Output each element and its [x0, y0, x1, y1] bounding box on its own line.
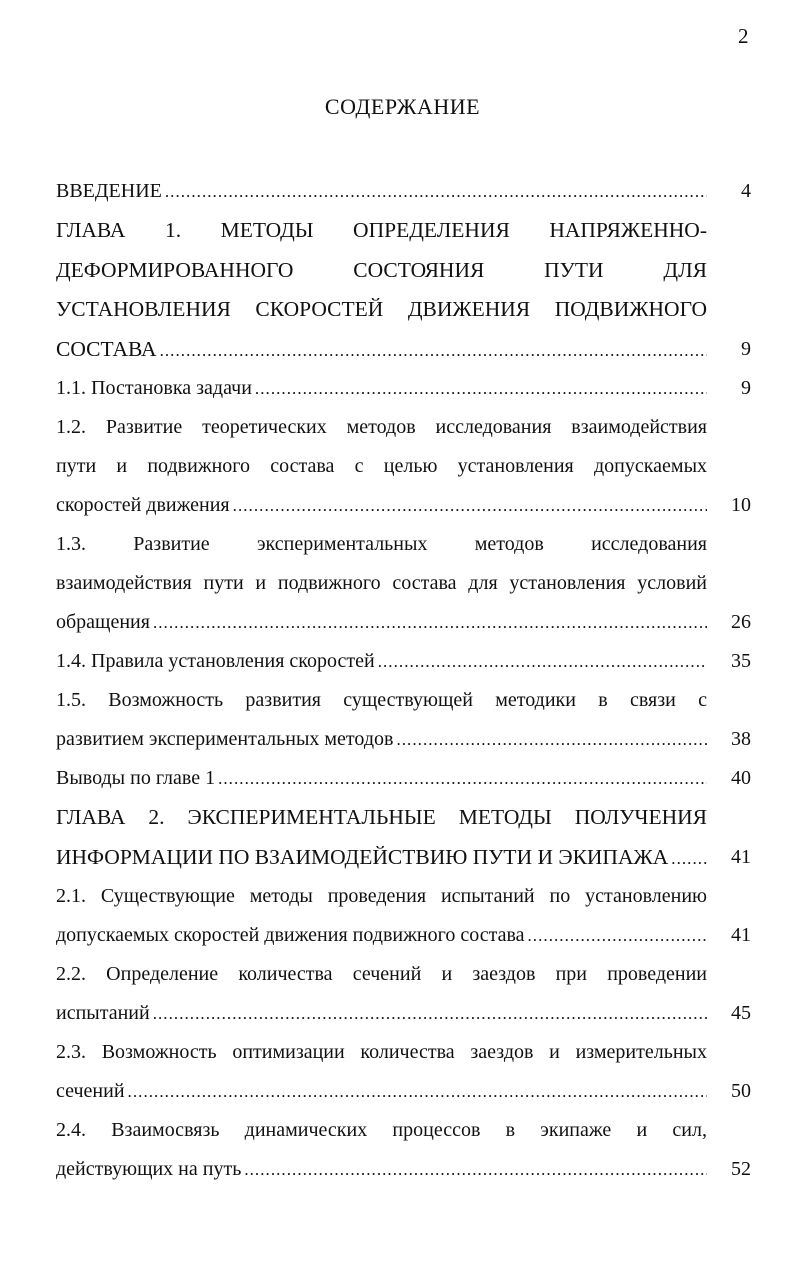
toc-page-number: 52 [731, 1158, 751, 1180]
toc-entry [56, 798, 756, 877]
page-title: СОДЕРЖАНИЕ [324, 94, 481, 119]
toc-page-number: 26 [731, 611, 751, 633]
toc-entry-line [56, 955, 707, 994]
toc-entry-text: УСТАНОВЛЕНИЯ СКОРОСТЕЙ ДВИЖЕНИЯ ПОДВИЖНОГО [56, 297, 707, 321]
toc-page-number: 41 [731, 924, 751, 946]
toc-entry-line [56, 838, 707, 878]
toc-entry-text: взаимодействия пути и подвижного состава для установления условий [56, 572, 707, 594]
toc-page-number: 10 [731, 494, 751, 516]
toc-entry-text: обращения [56, 611, 150, 633]
toc-page-number: 45 [731, 1002, 751, 1024]
toc-page-number: 4 [741, 180, 751, 202]
toc-entry-text: ВВЕДЕНИЕ [56, 180, 162, 202]
dot-leader [671, 839, 707, 879]
dot-leader [255, 369, 707, 408]
toc-entry [56, 408, 756, 525]
toc-entry-line [56, 994, 707, 1033]
toc-entry-text: 2.4. Взаимосвязь динамических процессов в экипаже и сил, [56, 1119, 707, 1141]
toc-entry-line [56, 447, 707, 486]
toc-entry-text: действующих на путь [56, 1158, 242, 1180]
toc-entry-line [56, 486, 707, 525]
toc-entry-line [56, 1111, 707, 1150]
toc-page-number: 9 [741, 377, 751, 399]
toc-entry [56, 681, 756, 759]
toc-entry-text: испытаний [56, 1002, 150, 1024]
dot-leader [528, 916, 708, 955]
toc-page-number: 50 [731, 1080, 751, 1102]
dot-leader [233, 486, 707, 525]
toc-page-number: 38 [731, 728, 751, 750]
toc-entry-text: 1.3. Развитие экспериментальных методов исследования [56, 533, 707, 555]
page-number: 2 [738, 24, 749, 48]
toc-entry-text: 2.3. Возможность оптимизации количества заездов и измерительных [56, 1041, 707, 1063]
toc-entry-line [56, 330, 707, 370]
dot-leader [218, 759, 707, 798]
toc-entry [56, 369, 756, 408]
toc-entry [56, 1033, 756, 1111]
toc-entry-text: ИНФОРМАЦИИ ПО ВЗАИМОДЕЙСТВИЮ ПУТИ И ЭКИПАЖА [56, 844, 669, 869]
toc-entry [56, 759, 756, 798]
toc-entry-text: 1.5. Возможность развития существующей методики в связи с [56, 689, 707, 711]
toc-entry [56, 642, 756, 681]
toc-entry-text: скоростей движения [56, 494, 230, 516]
toc-page-number: 40 [731, 767, 751, 789]
toc-entry-line [56, 720, 707, 759]
toc-entry [56, 877, 756, 955]
dot-leader [396, 720, 707, 759]
dot-leader [160, 331, 707, 371]
toc-entry-line [56, 1150, 707, 1189]
toc-entry-line [56, 290, 707, 330]
toc-entry-text: ГЛАВА 1. МЕТОДЫ ОПРЕДЕЛЕНИЯ НАПРЯЖЕННО- [56, 218, 707, 242]
toc-entry [56, 211, 756, 369]
toc-page-number: 41 [731, 845, 751, 868]
toc-entry-line [56, 642, 707, 681]
toc-entry-line [56, 681, 707, 720]
toc-entry-text: ДЕФОРМИРОВАННОГО СОСТОЯНИЯ ПУТИ ДЛЯ [56, 257, 707, 282]
toc-entry-line [56, 759, 707, 798]
toc-entry-text: 1.1. Постановка задачи [56, 377, 252, 399]
dot-leader [153, 603, 707, 642]
toc-entry-text: 1.2. Развитие теоретических методов исследования взаимодействия [56, 416, 707, 438]
toc-entry-text: развитием экспериментальных методов [56, 728, 394, 750]
toc-entry-line [56, 798, 707, 838]
toc-entry-text: 2.2. Определение количества сечений и заездов при проведении [56, 963, 707, 985]
toc-entry-line [56, 1033, 707, 1072]
toc-entry [56, 1111, 756, 1189]
toc-entry-text: пути и подвижного состава с целью установления допускаемых [56, 455, 707, 477]
toc-entry-line [56, 525, 707, 564]
toc-entry-line [56, 369, 707, 408]
toc-entry [56, 525, 756, 642]
dot-leader [165, 172, 707, 211]
dot-leader [128, 1072, 707, 1111]
toc-entry-line [56, 916, 707, 955]
toc-page-number: 9 [741, 337, 751, 360]
toc-entry-line [56, 603, 707, 642]
toc-entry-text: сечений [56, 1080, 125, 1102]
toc-entry-line [56, 408, 707, 447]
table-of-contents [56, 172, 756, 1189]
toc-page-number: 35 [731, 650, 751, 672]
toc-entry-line [56, 172, 707, 211]
toc-entry-text: 2.1. Существующие методы проведения испытаний по установлению [56, 885, 707, 907]
toc-entry-text: Выводы по главе 1 [56, 767, 216, 789]
toc-entry [56, 172, 756, 211]
dot-leader [378, 642, 707, 681]
toc-entry-text: СОСТАВА [56, 336, 157, 361]
toc-entry-line [56, 877, 707, 916]
dot-leader [153, 994, 707, 1033]
toc-entry-text: 1.4. Правила установления скоростей [56, 650, 375, 672]
toc-entry-line [56, 251, 707, 291]
toc-entry-line [56, 564, 707, 603]
toc-entry-text: допускаемых скоростей движения подвижного состава [56, 924, 525, 946]
toc-entry-line [56, 211, 707, 251]
toc-entry [56, 955, 756, 1033]
toc-entry-text: ГЛАВА 2. ЭКСПЕРИМЕНТАЛЬНЫЕ МЕТОДЫ ПОЛУЧЕНИЯ [56, 805, 707, 829]
toc-entry-line [56, 1072, 707, 1111]
dot-leader [244, 1150, 707, 1189]
